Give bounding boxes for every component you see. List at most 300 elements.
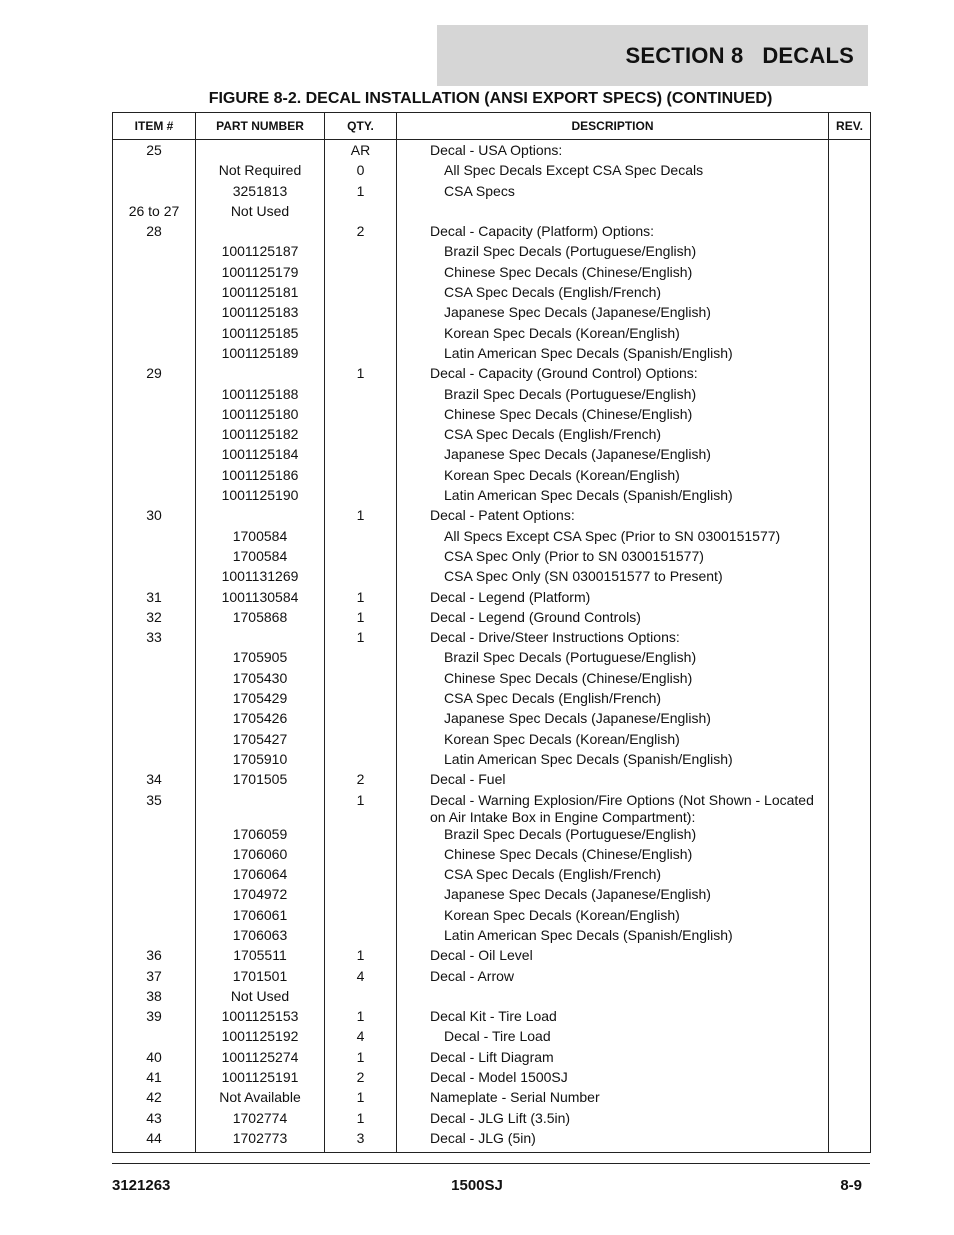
cell-qty: 1: [325, 1110, 397, 1130]
cell-rev: [829, 1110, 871, 1130]
cell-description: Decal - Model 1500SJ: [397, 1069, 829, 1089]
cell-part-number: 1705429: [196, 690, 325, 710]
cell-rev: [829, 629, 871, 649]
column-header-description: DESCRIPTION: [397, 113, 829, 140]
cell-description: Brazil Spec Decals (Portuguese/English): [397, 386, 829, 406]
cell-item: [113, 264, 196, 284]
cell-qty: 1: [325, 1089, 397, 1109]
cell-rev: [829, 886, 871, 906]
cell-part-number: 1001125179: [196, 264, 325, 284]
cell-item: [113, 548, 196, 568]
cell-item: [113, 866, 196, 886]
cell-part-number: 1706061: [196, 907, 325, 927]
table-row: [113, 751, 871, 771]
cell-item: [113, 826, 196, 846]
cell-rev: [829, 988, 871, 1008]
cell-qty: [325, 264, 397, 284]
cell-rev: [829, 243, 871, 263]
cell-qty: [325, 649, 397, 669]
cell-rev: [829, 264, 871, 284]
cell-qty: 4: [325, 1028, 397, 1048]
table-row: [113, 183, 871, 203]
cell-qty: [325, 568, 397, 588]
cell-description: Korean Spec Decals (Korean/English): [397, 731, 829, 751]
cell-description: All Spec Decals Except CSA Spec Decals: [397, 162, 829, 182]
cell-part-number: 1705427: [196, 731, 325, 751]
cell-rev: [829, 162, 871, 182]
cell-part-number: 1705426: [196, 710, 325, 730]
cell-rev: [829, 183, 871, 203]
cell-rev: [829, 670, 871, 690]
cell-qty: 1: [325, 792, 397, 826]
cell-part-number: 1001125184: [196, 446, 325, 466]
cell-qty: [325, 426, 397, 446]
cell-item: 37: [113, 968, 196, 988]
cell-qty: [325, 548, 397, 568]
cell-description: Chinese Spec Decals (Chinese/English): [397, 846, 829, 866]
cell-description: Japanese Spec Decals (Japanese/English): [397, 886, 829, 906]
cell-description: Decal - JLG Lift (3.5in): [397, 1110, 829, 1130]
cell-qty: [325, 284, 397, 304]
cell-item: [113, 907, 196, 927]
table-row: [113, 968, 871, 988]
cell-description: Decal - Capacity (Ground Control) Options:: [397, 365, 829, 385]
cell-rev: [829, 751, 871, 771]
cell-item: [113, 304, 196, 324]
table-row: [113, 690, 871, 710]
cell-description: Chinese Spec Decals (Chinese/English): [397, 406, 829, 426]
cell-rev: [829, 507, 871, 527]
cell-item: [113, 487, 196, 507]
cell-part-number: 1001125274: [196, 1049, 325, 1069]
footer-model: 1500SJ: [451, 1177, 503, 1194]
cell-rev: [829, 792, 871, 826]
cell-item: [113, 325, 196, 345]
cell-item: [113, 649, 196, 669]
cell-qty: [325, 710, 397, 730]
cell-qty: [325, 467, 397, 487]
cell-rev: [829, 568, 871, 588]
cell-qty: [325, 406, 397, 426]
cell-part-number: 1701501: [196, 968, 325, 988]
cell-description: CSA Spec Only (Prior to SN 0300151577): [397, 548, 829, 568]
cell-part-number: 1001125153: [196, 1008, 325, 1028]
cell-description: Korean Spec Decals (Korean/English): [397, 907, 829, 927]
cell-description: Latin American Spec Decals (Spanish/English): [397, 345, 829, 365]
cell-rev: [829, 203, 871, 223]
cell-part-number: 1705430: [196, 670, 325, 690]
table-row: [113, 284, 871, 304]
cell-qty: [325, 886, 397, 906]
cell-qty: [325, 528, 397, 548]
table-row: [113, 649, 871, 669]
footer-divider: [112, 1163, 870, 1164]
cell-description: CSA Spec Decals (English/French): [397, 426, 829, 446]
cell-description: Japanese Spec Decals (Japanese/English): [397, 446, 829, 466]
cell-item: [113, 751, 196, 771]
cell-item: 33: [113, 629, 196, 649]
cell-qty: [325, 446, 397, 466]
table-row: [113, 886, 871, 906]
cell-item: [113, 386, 196, 406]
cell-description: Latin American Spec Decals (Spanish/English): [397, 487, 829, 507]
cell-item: 36: [113, 947, 196, 967]
cell-item: [113, 345, 196, 365]
cell-qty: [325, 386, 397, 406]
cell-rev: [829, 365, 871, 385]
cell-rev: [829, 386, 871, 406]
cell-rev: [829, 1069, 871, 1089]
figure-title: FIGURE 8-2. DECAL INSTALLATION (ANSI EXPORT SPECS) (CONTINUED): [208, 90, 773, 107]
cell-rev: [829, 609, 871, 629]
cell-part-number: [196, 223, 325, 243]
cell-rev: [829, 968, 871, 988]
table-row: [113, 162, 871, 182]
cell-description: Decal - Warning Explosion/Fire Options (Not Shown - Located on Air Intake Box in Engine Compartment):: [397, 792, 829, 826]
table-row: [113, 548, 871, 568]
column-header-qty: QTY.: [325, 113, 397, 140]
cell-description: [397, 203, 829, 223]
cell-item: [113, 568, 196, 588]
cell-qty: 1: [325, 609, 397, 629]
cell-part-number: Not Used: [196, 988, 325, 1008]
table-row: [113, 1130, 871, 1153]
cell-rev: [829, 1130, 871, 1153]
table-row: [113, 988, 871, 1008]
cell-description: Decal - Tire Load: [397, 1028, 829, 1048]
table-row: [113, 223, 871, 243]
cell-qty: [325, 304, 397, 324]
cell-part-number: 1001125183: [196, 304, 325, 324]
cell-rev: [829, 487, 871, 507]
table-row: [113, 907, 871, 927]
cell-rev: [829, 690, 871, 710]
table-row: [113, 1110, 871, 1130]
cell-qty: [325, 487, 397, 507]
cell-part-number: 1001125192: [196, 1028, 325, 1048]
cell-description: Latin American Spec Decals (Spanish/English): [397, 751, 829, 771]
table-body: [113, 140, 871, 1153]
table-row: [113, 528, 871, 548]
table-row: [113, 243, 871, 263]
cell-part-number: 1702774: [196, 1110, 325, 1130]
cell-part-number: [196, 507, 325, 527]
table-row: [113, 846, 871, 866]
cell-item: [113, 690, 196, 710]
cell-part-number: 1701505: [196, 771, 325, 791]
cell-qty: 3: [325, 1130, 397, 1153]
cell-part-number: 1705905: [196, 649, 325, 669]
cell-rev: [829, 467, 871, 487]
cell-rev: [829, 1089, 871, 1109]
table-row: [113, 140, 871, 163]
cell-part-number: 1001125186: [196, 467, 325, 487]
cell-item: 28: [113, 223, 196, 243]
table-row: [113, 710, 871, 730]
cell-qty: [325, 345, 397, 365]
cell-qty: 1: [325, 183, 397, 203]
cell-rev: [829, 325, 871, 345]
cell-description: Decal - Drive/Steer Instructions Options:: [397, 629, 829, 649]
cell-item: [113, 927, 196, 947]
cell-item: 26 to 27: [113, 203, 196, 223]
cell-item: 31: [113, 589, 196, 609]
cell-rev: [829, 710, 871, 730]
column-header-part-number: PART NUMBER: [196, 113, 325, 140]
cell-description: Decal - Lift Diagram: [397, 1049, 829, 1069]
cell-part-number: 1706059: [196, 826, 325, 846]
cell-description: Korean Spec Decals (Korean/English): [397, 325, 829, 345]
cell-part-number: 1706063: [196, 927, 325, 947]
cell-description: Decal - Legend (Platform): [397, 589, 829, 609]
cell-qty: [325, 731, 397, 751]
cell-rev: [829, 1008, 871, 1028]
cell-part-number: [196, 629, 325, 649]
table-row: [113, 568, 871, 588]
table-row: [113, 670, 871, 690]
cell-part-number: 1705511: [196, 947, 325, 967]
table-row: [113, 1008, 871, 1028]
cell-rev: [829, 907, 871, 927]
section-banner: [437, 25, 868, 86]
cell-item: 30: [113, 507, 196, 527]
cell-qty: 1: [325, 629, 397, 649]
table-row: [113, 826, 871, 846]
cell-qty: [325, 988, 397, 1008]
cell-item: 35: [113, 792, 196, 826]
cell-part-number: 1001125191: [196, 1069, 325, 1089]
table-row: [113, 589, 871, 609]
cell-qty: 1: [325, 1008, 397, 1028]
cell-description: Decal - USA Options:: [397, 140, 829, 163]
cell-item: [113, 406, 196, 426]
table-row: [113, 426, 871, 446]
cell-item: [113, 284, 196, 304]
cell-part-number: Not Required: [196, 162, 325, 182]
cell-description: Decal - Patent Options:: [397, 507, 829, 527]
cell-item: 43: [113, 1110, 196, 1130]
table-row: [113, 771, 871, 791]
column-header-item: ITEM #: [113, 113, 196, 140]
cell-qty: 1: [325, 947, 397, 967]
cell-rev: [829, 223, 871, 243]
cell-description: CSA Spec Only (SN 0300151577 to Present): [397, 568, 829, 588]
cell-qty: AR: [325, 140, 397, 163]
cell-rev: [829, 866, 871, 886]
cell-description: Latin American Spec Decals (Spanish/English): [397, 927, 829, 947]
cell-description: Decal - Oil Level: [397, 947, 829, 967]
cell-part-number: [196, 365, 325, 385]
table-row: [113, 386, 871, 406]
cell-part-number: Not Used: [196, 203, 325, 223]
cell-qty: 2: [325, 1069, 397, 1089]
cell-part-number: 1001125188: [196, 386, 325, 406]
cell-part-number: 1702773: [196, 1130, 325, 1153]
cell-rev: [829, 446, 871, 466]
cell-description: Brazil Spec Decals (Portuguese/English): [397, 826, 829, 846]
cell-qty: 1: [325, 365, 397, 385]
cell-qty: [325, 846, 397, 866]
footer-page-number: 8-9: [840, 1177, 862, 1194]
cell-part-number: 1001130584: [196, 589, 325, 609]
cell-item: 42: [113, 1089, 196, 1109]
cell-rev: [829, 927, 871, 947]
cell-item: [113, 528, 196, 548]
table-row: [113, 1069, 871, 1089]
section-title: SECTION 8 DECALS: [625, 42, 854, 68]
cell-item: [113, 710, 196, 730]
cell-part-number: 1001125182: [196, 426, 325, 446]
cell-qty: 1: [325, 1049, 397, 1069]
parts-table: [112, 112, 871, 1153]
cell-rev: [829, 771, 871, 791]
cell-description: Japanese Spec Decals (Japanese/English): [397, 304, 829, 324]
cell-description: [397, 988, 829, 1008]
table-row: [113, 609, 871, 629]
cell-item: [113, 243, 196, 263]
cell-description: Brazil Spec Decals (Portuguese/English): [397, 243, 829, 263]
cell-item: 32: [113, 609, 196, 629]
cell-description: CSA Spec Decals (English/French): [397, 690, 829, 710]
cell-description: CSA Spec Decals (English/French): [397, 284, 829, 304]
cell-qty: 1: [325, 589, 397, 609]
column-header-rev: REV.: [829, 113, 871, 140]
cell-item: 34: [113, 771, 196, 791]
table-row: [113, 264, 871, 284]
cell-rev: [829, 345, 871, 365]
cell-item: [113, 426, 196, 446]
cell-rev: [829, 649, 871, 669]
cell-part-number: 1001131269: [196, 568, 325, 588]
cell-description: Japanese Spec Decals (Japanese/English): [397, 710, 829, 730]
cell-part-number: 1705910: [196, 751, 325, 771]
cell-description: Chinese Spec Decals (Chinese/English): [397, 670, 829, 690]
cell-description: Decal - Fuel: [397, 771, 829, 791]
table-row: [113, 507, 871, 527]
cell-qty: [325, 751, 397, 771]
table-row: [113, 866, 871, 886]
cell-description: Decal Kit - Tire Load: [397, 1008, 829, 1028]
table-row: [113, 203, 871, 223]
cell-qty: [325, 243, 397, 263]
cell-qty: [325, 670, 397, 690]
cell-part-number: 1705868: [196, 609, 325, 629]
cell-description: CSA Spec Decals (English/French): [397, 866, 829, 886]
table-row: [113, 325, 871, 345]
cell-item: [113, 670, 196, 690]
cell-part-number: 1001125181: [196, 284, 325, 304]
cell-part-number: 3251813: [196, 183, 325, 203]
table-row: [113, 629, 871, 649]
cell-qty: [325, 826, 397, 846]
cell-qty: 0: [325, 162, 397, 182]
cell-qty: 2: [325, 771, 397, 791]
cell-rev: [829, 140, 871, 163]
cell-rev: [829, 731, 871, 751]
cell-part-number: 1706060: [196, 846, 325, 866]
cell-qty: [325, 690, 397, 710]
footer-document-number: 3121263: [112, 1177, 171, 1194]
cell-rev: [829, 1028, 871, 1048]
cell-rev: [829, 426, 871, 446]
cell-rev: [829, 548, 871, 568]
table-row: [113, 304, 871, 324]
cell-rev: [829, 528, 871, 548]
cell-item: [113, 846, 196, 866]
cell-item: [113, 1028, 196, 1048]
cell-rev: [829, 826, 871, 846]
cell-description: Decal - Legend (Ground Controls): [397, 609, 829, 629]
cell-rev: [829, 406, 871, 426]
cell-description: Korean Spec Decals (Korean/English): [397, 467, 829, 487]
cell-item: 44: [113, 1130, 196, 1153]
cell-part-number: 1001125190: [196, 487, 325, 507]
cell-qty: [325, 866, 397, 886]
cell-item: 38: [113, 988, 196, 1008]
cell-qty: [325, 325, 397, 345]
cell-qty: 4: [325, 968, 397, 988]
cell-qty: 1: [325, 507, 397, 527]
cell-rev: [829, 284, 871, 304]
table-row: [113, 731, 871, 751]
cell-qty: [325, 203, 397, 223]
table-row: [113, 446, 871, 466]
cell-rev: [829, 846, 871, 866]
cell-qty: 2: [325, 223, 397, 243]
cell-part-number: 1001125185: [196, 325, 325, 345]
cell-description: Chinese Spec Decals (Chinese/English): [397, 264, 829, 284]
cell-part-number: Not Available: [196, 1089, 325, 1109]
table-row: [113, 487, 871, 507]
cell-part-number: 1700584: [196, 528, 325, 548]
cell-item: [113, 467, 196, 487]
cell-qty: [325, 927, 397, 947]
cell-part-number: [196, 140, 325, 163]
cell-item: [113, 183, 196, 203]
cell-description: Decal - Arrow: [397, 968, 829, 988]
cell-item: [113, 446, 196, 466]
table-row: [113, 1049, 871, 1069]
table-row: [113, 1089, 871, 1109]
cell-item: [113, 162, 196, 182]
cell-description: Brazil Spec Decals (Portuguese/English): [397, 649, 829, 669]
cell-part-number: 1704972: [196, 886, 325, 906]
cell-qty: [325, 907, 397, 927]
cell-rev: [829, 947, 871, 967]
cell-item: 40: [113, 1049, 196, 1069]
cell-item: 29: [113, 365, 196, 385]
cell-item: [113, 886, 196, 906]
cell-item: 39: [113, 1008, 196, 1028]
table-header-row: [113, 113, 871, 140]
cell-part-number: 1001125180: [196, 406, 325, 426]
cell-part-number: 1706064: [196, 866, 325, 886]
cell-part-number: [196, 792, 325, 826]
cell-item: 25: [113, 140, 196, 163]
cell-rev: [829, 1049, 871, 1069]
table-row: [113, 1028, 871, 1048]
cell-rev: [829, 304, 871, 324]
cell-part-number: 1001125187: [196, 243, 325, 263]
table-row: [113, 792, 871, 826]
table-row: [113, 345, 871, 365]
cell-item: 41: [113, 1069, 196, 1089]
table-row: [113, 406, 871, 426]
cell-description: CSA Specs: [397, 183, 829, 203]
cell-description: Nameplate - Serial Number: [397, 1089, 829, 1109]
table-row: [113, 947, 871, 967]
table-row: [113, 927, 871, 947]
